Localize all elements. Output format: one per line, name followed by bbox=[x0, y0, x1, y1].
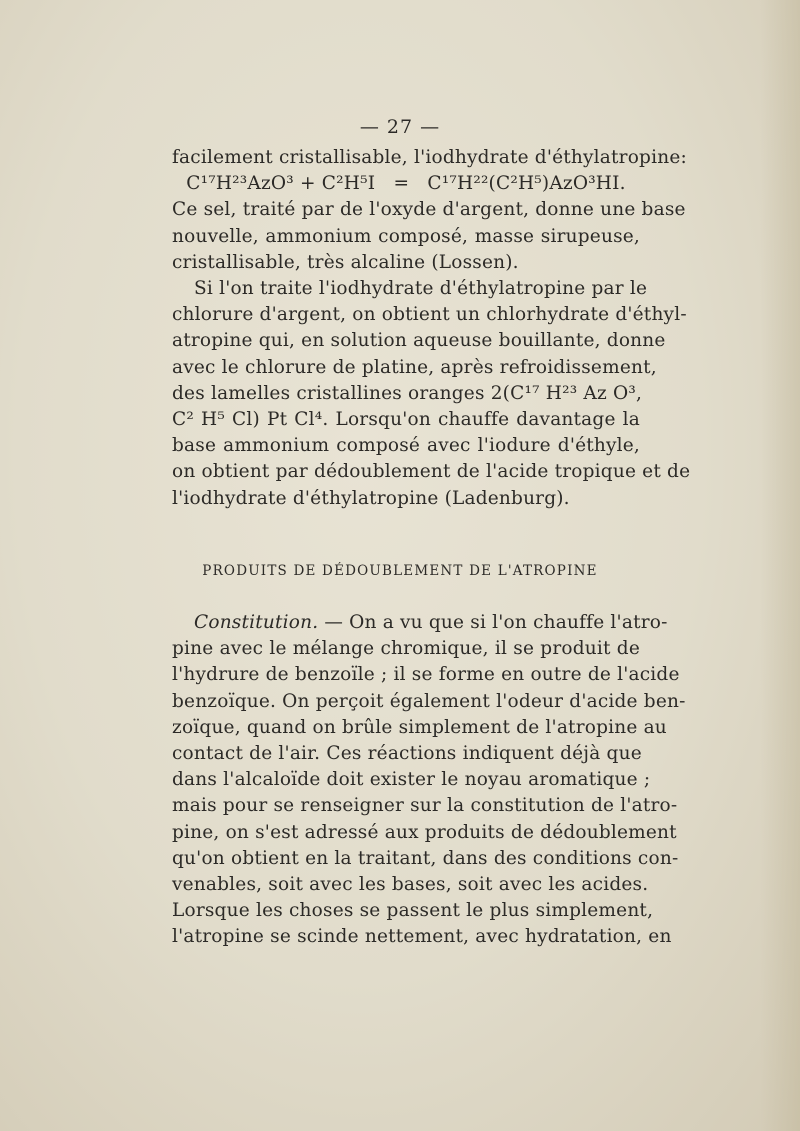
paragraph-1 bbox=[172, 145, 687, 276]
text-line-rest: — On a vu que si l'on chauffe l'atro- bbox=[318, 612, 668, 633]
text-line: pine, on s'est adressé aux produits de dédoublement bbox=[172, 821, 677, 843]
text-line: venables, soit avec les bases, soit avec les acides. bbox=[172, 873, 649, 895]
text-line: l'atropine se scinde nettement, avec hydratation, en bbox=[172, 926, 672, 948]
section-heading: PRODUITS DE DÉDOUBLEMENT DE L'ATROPINE bbox=[202, 563, 598, 579]
text-line: dans l'alcaloïde doit exister le noyau aromatique ; bbox=[172, 769, 651, 791]
text-line: on obtient par dédoublement de l'acide tropique et de bbox=[172, 461, 691, 483]
paragraph-3 bbox=[172, 610, 686, 950]
text-line: nouvelle, ammonium composé, masse sirupeuse, bbox=[172, 225, 640, 247]
text-line: l'iodhydrate d'éthylatropine (Ladenburg). bbox=[172, 487, 570, 509]
text-line: Lorsque les choses se passent le plus simplement, bbox=[172, 900, 654, 922]
text-line: chlorure d'argent, on obtient un chlorhydrate d'éthyl- bbox=[172, 304, 687, 326]
text-line: facilement cristallisable, l'iodhydrate d'éthylatropine: bbox=[172, 147, 687, 168]
text-line: zoïque, quand on brûle simplement de l'atropine au bbox=[172, 716, 667, 738]
text-line: contact de l'air. Ces réactions indiquent déjà que bbox=[172, 742, 642, 764]
text-line: cristallisable, très alcaline (Lossen). bbox=[172, 251, 519, 273]
text-line: C² H⁵ Cl) Pt Cl⁴. Lorsqu'on chauffe davantage la bbox=[172, 408, 640, 430]
text-line: Si l'on traite l'iodhydrate d'éthylatropine par le bbox=[194, 278, 648, 299]
text-line: Ce sel, traité par de l'oxyde d'argent, donne une base bbox=[172, 199, 686, 221]
text-line: pine avec le mélange chromique, il se produit de bbox=[172, 638, 640, 660]
text-line: mais pour se renseigner sur la constitution de l'atro- bbox=[172, 795, 678, 817]
text-line: atropine qui, en solution aqueuse bouillante, donne bbox=[172, 330, 666, 352]
formula-equals: = bbox=[393, 173, 410, 195]
text-line: base ammonium composé avec l'iodure d'éthyle, bbox=[172, 435, 640, 457]
text-line bbox=[172, 610, 668, 636]
constitution-lead: Constitution. bbox=[194, 612, 319, 633]
page-number: — 27 — bbox=[359, 116, 441, 138]
paragraph-2 bbox=[172, 276, 691, 512]
text-line: l'hydrure de benzoïle ; il se forme en outre de l'acide bbox=[172, 664, 680, 686]
text-line: avec le chlorure de platine, après refroidissement, bbox=[172, 356, 657, 378]
text-line: qu'on obtient en la traitant, dans des conditions con- bbox=[172, 847, 679, 869]
formula-left: C¹⁷H²³AzO³ + C²H⁵I bbox=[186, 173, 376, 195]
chemical-formula bbox=[172, 171, 640, 197]
text-line: benzoïque. On perçoit également l'odeur d'acide ben- bbox=[172, 690, 686, 712]
formula-right: C¹⁷H²²(C²H⁵)AzO³HI. bbox=[427, 173, 626, 195]
text-line: des lamelles cristallines oranges 2(C¹⁷ H²³ Az O³, bbox=[172, 382, 643, 404]
